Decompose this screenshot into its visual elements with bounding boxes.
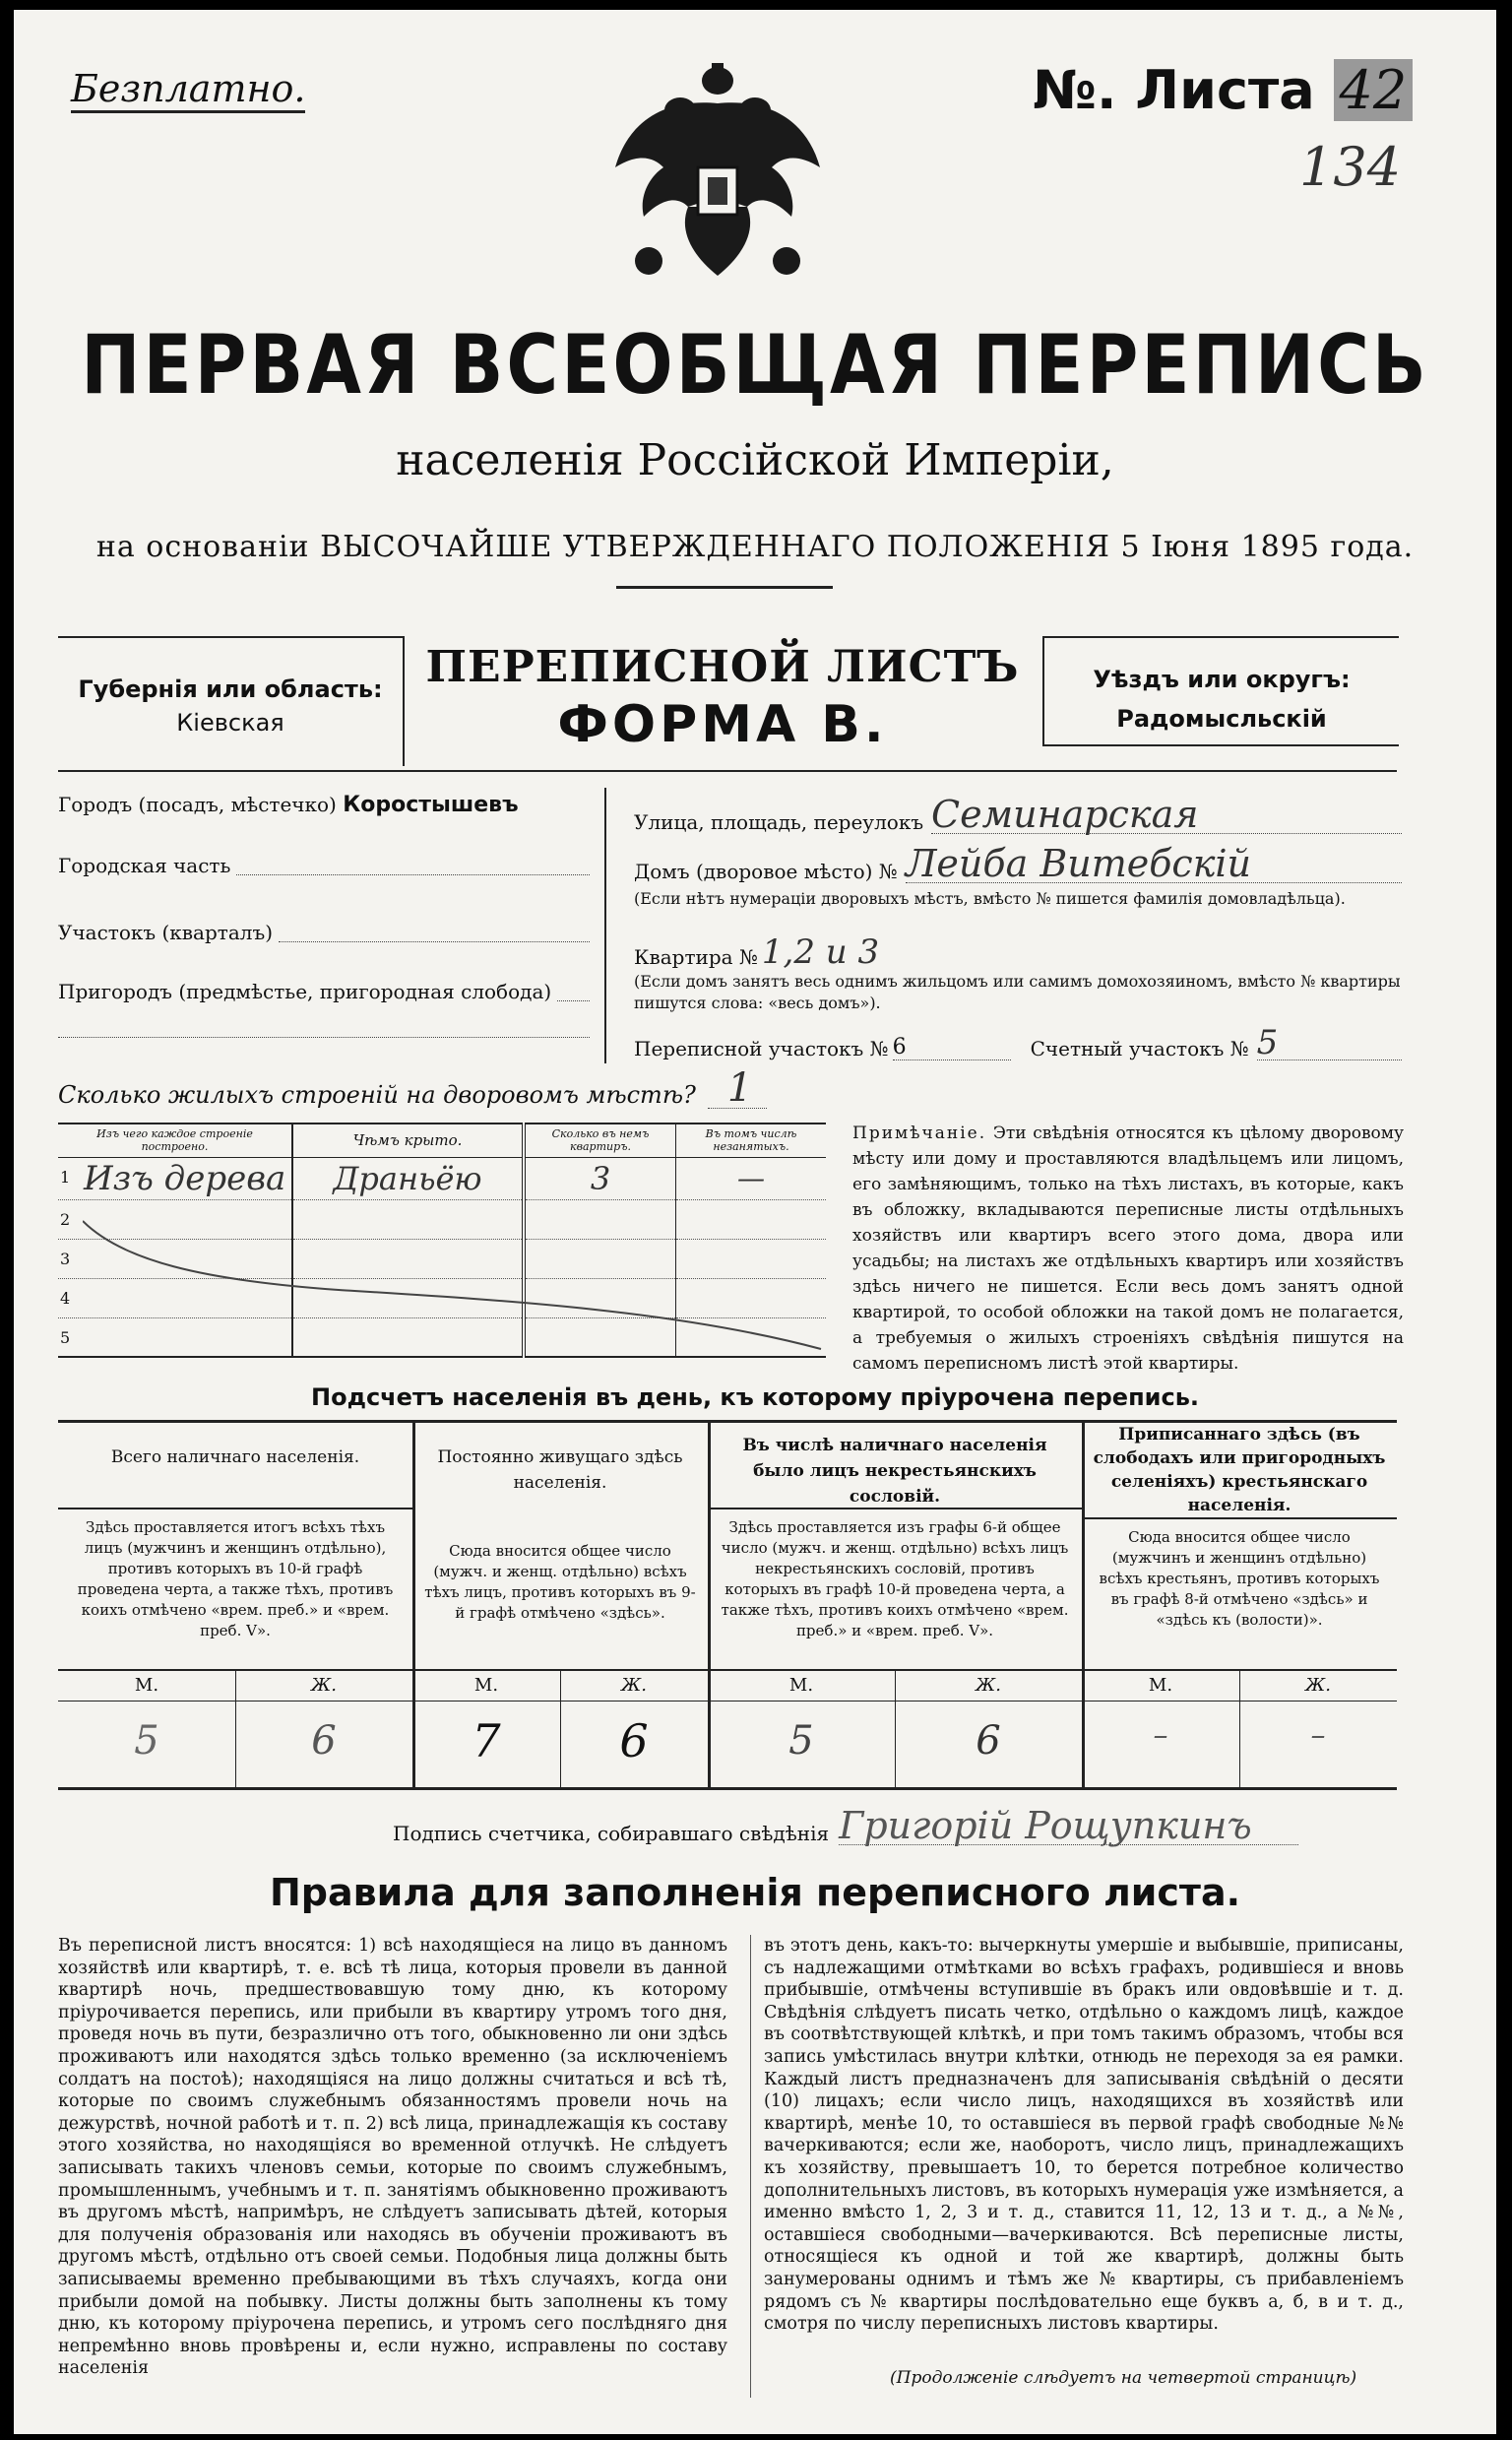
suburb-field[interactable] [557,980,590,1001]
population-title: Подсчетъ населенія въ день, къ которому пріурочена перепись. [311,1383,1199,1411]
pop-f-value[interactable]: 6 [311,1718,337,1764]
pop-col-peasant [1082,1423,1397,1787]
pop-col-desc: Здѣсь проставляется изъ графы 6-й общее число (мужч. и женщ. отдѣльно) всѣхъ лицъ некрестьянскихъ сословій, противъ которыхъ въ графѣ 10-й проведена черта, а также тѣхъ, противъ коихъ отмѣчено «врем. преб.» и «врем. преб. V». [721,1518,1069,1639]
house-label: Домъ (дворовое мѣсто) № [634,860,898,883]
table-row [58,1157,826,1199]
rules-title: Правила для заполненія переписного листа. [269,1871,1241,1914]
signature-label: Подпись счетчика, собиравшаго свѣдѣнія [393,1822,830,1845]
material-cell[interactable]: 5 [58,1317,292,1357]
uezd-value: Радомысльскій [1116,705,1327,733]
street-label: Улица, площадь, переулокъ [634,810,924,834]
areas-row [634,1023,1402,1062]
note-text: Эти свѣдѣнія относятся къ цѣлому дворовому мѣсту или дому и проставляются владѣльцемъ или лицомъ, его замѣняющимъ, только на тѣхъ листахъ, въ которые, какъ въ обложку, вкладываются переписные листы отдѣльныхъ хозяйствъ или квартиръ всего этого дома, двора или усадьбы; на листахъ же отдѣльныхъ квартиръ или хозяйствъ здѣсь ничего не пишется. Если весь домъ занятъ одной квартирой, то особой обложки на такой домъ не полагается, а требуемыя о жилыхъ строеніяхъ свѣдѣнія пишутся на самомъ переписномъ листѣ этой квартиры. [852,1124,1404,1374]
pop-m-value[interactable]: 5 [788,1718,814,1764]
rule [58,770,1397,772]
signature-row [393,1804,1298,1847]
f-label: Ж. [976,1675,1001,1696]
counting-area-value[interactable]: 5 [1257,1026,1402,1060]
district-row [58,854,590,883]
sheet-number [1033,61,1413,120]
column-divider [750,1935,751,2398]
gubernia-label: Губернія или область: [78,675,383,703]
suburb-label: Пригородъ (предмѣстье, пригородная слобода) [58,980,552,1003]
subtitle: населенія Россійской Имперіи, [396,435,1114,485]
apartments-cell[interactable]: 3 [524,1157,676,1199]
pop-f-value[interactable]: 6 [619,1714,649,1767]
col-roof-header: Чѣмъ крыто. [292,1124,524,1157]
pop-col-desc: Сюда вносится общее число (мужчинъ и женщинъ отдѣльно) всѣхъ крестьянъ, противъ которыхъ въ графѣ 8-й отмѣчено «здѣсь» и «здѣсь къ (волости)». [1099,1528,1380,1629]
roof-cell[interactable]: Драньёю [292,1157,524,1199]
pop-col-heading: Постоянно живущаго здѣсь населенія. [437,1447,683,1493]
pop-col-desc: Сюда вносится общее число (мужч. и женщ. отдѣльно) всѣхъ тѣхъ лицъ, противъ которыхъ въ 9-й графѣ отмѣчено «здѣсь». [424,1542,696,1622]
material-cell[interactable]: 4 [58,1278,292,1317]
free-label: Безплатно. [71,67,305,113]
form-header-band [58,636,1397,766]
material-cell[interactable]: 3 [58,1239,292,1278]
apartment-row [634,932,1402,972]
buildings-question: Сколько жилыхъ строеній на дворовомъ мѣстѣ? [58,1081,696,1109]
address-divider [604,788,606,1063]
pop-col-nonpeasant [708,1423,1085,1787]
form-letter: ФОРМА В. [557,695,888,754]
section-row [58,921,590,950]
m-label: М. [134,1675,159,1696]
pop-m-value[interactable]: 7 [472,1714,501,1767]
apartment-label: Квартира № [634,945,758,969]
coat-of-arms-icon [609,59,826,286]
rule [58,1508,412,1509]
m-label: М. [788,1675,814,1696]
section-field[interactable] [279,921,590,942]
pop-col-heading: Приписаннаго здѣсь (въ слободахъ или пригородныхъ селеніяхъ) крестьянскаго населенія. [1093,1425,1386,1515]
f-label: Ж. [1305,1675,1331,1696]
district-field[interactable] [236,854,590,875]
pop-col-heading: Всего наличнаго населенія. [110,1447,360,1467]
col-material-header: Изъ чего каждое строеніе построено. [58,1124,292,1157]
note-title: Примѣчаніе. [852,1124,987,1143]
pop-col-desc: Здѣсь проставляется итогъ всѣхъ тѣхъ лицъ (мужчинъ и женщинъ отдѣльно), противъ которыхъ въ 10-й графѣ проведена черта, а также тѣхъ, противъ коихъ отмѣчено «врем. преб.» и «врем. преб. V». [77,1518,394,1639]
pop-col-permanent [412,1423,711,1787]
signature-value[interactable]: Григорій Рощупкинъ [839,1807,1298,1845]
apartment-value[interactable]: 1,2 и 3 [761,932,880,972]
continued-note: (Продолженіе слѣдуетъ на четвертой страницѣ) [890,2368,1357,2388]
pop-col-total [58,1423,415,1787]
rule [1082,1517,1397,1519]
suburb-row [58,980,590,1009]
city-row [58,793,590,824]
strike-line [83,1201,831,1359]
census-area-label: Переписной участокъ № [634,1037,889,1060]
basis-line: на основаніи ВЫСОЧАЙШЕ УТВЕРЖДЕННАГО ПОЛОЖЕНІЯ 5 Іюня 1895 года. [95,530,1415,564]
gubernia-box [58,636,405,766]
census-form-page [14,10,1496,2434]
corner-number: 134 [1299,136,1402,198]
rules-right-column: въ этотъ день, какъ-то: вычеркнуты умершіе и выбывшіе, приписаны, съ надлежащими отмѣтками во всѣхъ графахъ, родившіеся и вновь прибывшіе, отмѣчены вступившіе въ бракъ или овдовѣвшіе и т. д. Свѣдѣнія слѣдуетъ писать четко, отдѣльно о каждомъ лицѣ, каждое въ соотвѣтствующей клѣткѣ, и при томъ такимъ образомъ, чтобы вся запись умѣстилась внутри клѣтки, отнюдь не переходя за ея рамки. Каждый листъ предназначенъ для записыванія свѣдѣній о десяти (10) лицахъ; если число лицъ, находящихся въ хозяйствѣ или квартирѣ, менѣе 10, то оставшіеся въ первой графѣ свободные №№ вачеркиваются; если же, наоборотъ, число лицъ, принадлежащихъ къ хозяйству, превышаетъ 10, то берется потребное количество дополнительныхъ листовъ, въ которыхъ нумерація уже измѣняется, а именно вмѣсто 1, 2, 3 и т. д., ставится 11, 12, 13 и т. д., а №№, оставшіеся свободными—вачеркиваются. Всѣ переписные листы, относящіеся къ одной и той же квартирѣ, должны быть занумерованы однимъ и тѣмъ же № квартиры, съ прибавленіемъ рядомъ съ № квартиры послѣдовательно еще буквъ а, б, в и т. д., смотря по числу переписныхъ листовъ квартиры. [764,1936,1404,2335]
divider [616,586,833,589]
pop-f-value[interactable]: – [1310,1718,1326,1753]
vacant-cell[interactable]: — [676,1157,827,1199]
uezd-box [1042,636,1399,746]
section-label: Участокъ (кварталъ) [58,921,273,944]
col-vacant-header: Въ томъ числѣ незанятыхъ. [676,1124,827,1157]
district-label: Городская часть [58,854,231,877]
house-value[interactable]: Лейба Витебскій [906,845,1402,883]
buildings-note [852,1121,1404,1377]
rules-left-column: Въ переписной листъ вносятся: 1) всѣ находящіеся на лицо въ данномъ хозяйствѣ или квартирѣ, т. е. всѣ тѣ лица, которыя провели въ данной квартирѣ ночь, предшествовавшую тому дню, къ которому пріурочивается перепись, или прибыли въ квартиру утромъ того дня, проведя ночь въ пути, безразлично отъ того, обыкновенно ли они здѣсь проживаютъ или находятся здѣсь только временно (за исключеніемъ солдатъ на постоѣ); находящіяся на лицо должны считаться и всѣ тѣ, которые по своимъ служебнымъ обязанностямъ провели ночь на дежурствѣ, ночной работѣ и т. п. 2) всѣ лица, принадлежащія къ составу этого хозяйства, но находящіяся во временной отлучкѣ. Не слѣдуетъ записывать такихъ членовъ семьи, которые по своимъ служебнымъ, промышленнымъ, учебнымъ и т. п. занятіямъ обыкновенно проживаютъ въ другомъ мѣстѣ, напримѣръ, не слѣдуетъ записывать дѣтей, которыя для полученія образованія или находясь въ обученіи проживаютъ въ другомъ мѣстѣ, отдѣльно отъ своей семьи. Подобныя лица должны быть записываемы временно пребывающими въ тѣхъ случаяхъ, когда они прибыли домой на побывку. Листы должны быть заполнены къ тому дню, къ которому пріурочена перепись, и утромъ сего послѣдняго дня непремѣнно вновь провѣрены и, если нужно, исправлены по составу населенія [58,1936,727,2379]
city-label: Городъ (посадъ, мѣстечко) [58,793,337,816]
census-area-value[interactable]: 6 [893,1035,1011,1060]
f-label: Ж. [621,1675,647,1696]
street-row [634,793,1402,836]
uezd-label: Уѣздъ или округъ: [1093,666,1351,693]
rule [708,1508,1082,1509]
pop-f-value[interactable]: 6 [976,1718,1001,1764]
col-apartments-header: Сколько въ немъ квартиръ. [524,1124,676,1157]
f-label: Ж. [311,1675,337,1696]
pop-m-value[interactable]: – [1153,1718,1168,1753]
street-value[interactable]: Семинарская [931,796,1402,834]
buildings-question-row [58,1065,767,1111]
pop-col-heading: Въ числѣ наличнаго населенія было лицъ некрестьянскихъ сословій. [742,1436,1047,1507]
sheet-number-label: №. Листа [1033,59,1315,121]
suburb-field-2[interactable] [58,1027,590,1038]
material-cell[interactable]: 2 [58,1199,292,1239]
m-label: М. [473,1675,499,1696]
apartment-note: (Если домъ занятъ весь однимъ жильцомъ или самимъ домохозяиномъ, вмѣсто № квартиры пишутся слова: «весь домъ»). [634,972,1401,1012]
population-table [58,1420,1397,1790]
sheet-number-value: 42 [1334,59,1414,121]
house-note: (Если нѣтъ нумераціи дворовыхъ мѣстъ, вмѣсто № пишется фамилія домовладѣльца). [634,889,1346,908]
form-title: ПЕРЕПИСНОЙ ЛИСТЪ [425,642,1020,692]
pop-m-value[interactable]: 5 [134,1718,159,1764]
counting-area-label: Счетный участокъ № [1030,1037,1249,1060]
main-title: ПЕРВАЯ ВСЕОБЩАЯ ПЕРЕПИСЬ [81,316,1429,413]
house-row [634,842,1402,885]
material-cell[interactable]: 1 Изъ дерева [58,1157,292,1199]
m-label: М. [1148,1675,1173,1696]
gubernia-value: Кіевская [176,709,284,737]
city-value: Коростышевъ [343,793,519,817]
buildings-answer[interactable]: 1 [708,1068,767,1109]
